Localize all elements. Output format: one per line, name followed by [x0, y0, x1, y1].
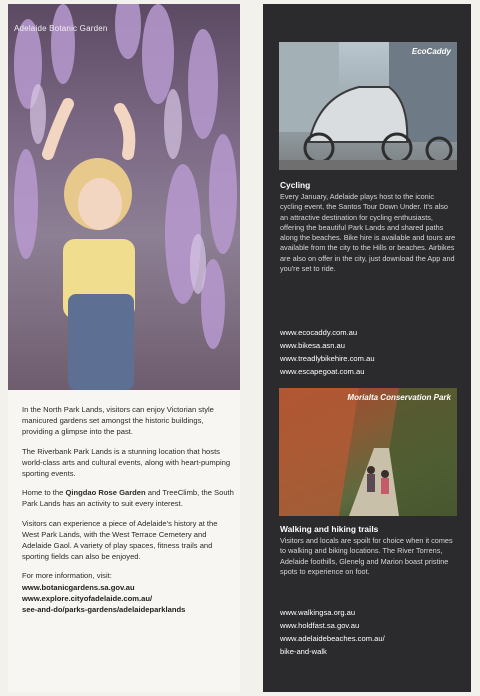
north-park-lands-paragraph: In the North Park Lands, visitors can enjoy Victorian style manicured gardens set amongst the historic buildings, providing a glimpse into the past. [22, 405, 214, 437]
ecocaddy-label: EcoCaddy [411, 47, 451, 56]
south-park-lands-paragraph [22, 487, 236, 509]
west-park-lands-paragraph: Visitors can experience a piece of Adelaide's history at the West Park Lands, with the West Terrace Cemetery and Adelaide Gaol. A variety of play spaces, fitness trails and sporting fields can also be enjoyed. [22, 518, 218, 562]
adelaidebeaches-link-line2[interactable]: bike-and-walk [280, 647, 327, 656]
rose-garden-name: Qingdao Rose Garden [65, 488, 146, 498]
cycling-heading: Cycling [280, 180, 311, 190]
walking-heading: Walking and hiking trails [280, 524, 379, 534]
morialta-label: Morialta Conservation Park [347, 393, 451, 402]
holdfast-link[interactable]: www.holdfast.sa.gov.au [280, 621, 360, 630]
botanic-garden-photo [8, 4, 240, 390]
botanic-gardens-link[interactable]: www.botanicgardens.sa.gov.au [22, 582, 135, 592]
walking-description: Visitors and locals are spoilt for choice when it comes to walking and biking locations. The River Torrens, Adelaide foothills, Glenelg and Marion boast pristine spots to experience on foot. [280, 536, 453, 576]
right-column [263, 4, 471, 692]
para-text: Home to the [22, 488, 66, 498]
ecocaddy-photo [279, 42, 457, 170]
left-column [8, 4, 240, 692]
more-info-block [22, 570, 236, 615]
riverbank-paragraph: The Riverbank Park Lands is a stunning location that hosts world-class arts and cultural events, along with heart-pumping sporting events. [22, 446, 231, 479]
hikers-illustration [279, 388, 457, 516]
pedicab-illustration [279, 42, 457, 170]
wisteria-child-illustration [8, 4, 240, 390]
cycling-links [280, 326, 460, 378]
left-body-text [22, 404, 236, 615]
ecocaddy-link[interactable]: www.ecocaddy.com.au [280, 328, 358, 337]
adelaidebeaches-link-line1[interactable]: www.adelaidebeaches.com.au/ [280, 634, 385, 643]
city-adelaide-link-line1[interactable]: www.explore.cityofadelaide.com.au/ [22, 593, 153, 603]
escapegoat-link[interactable]: www.escapegoat.com.au [280, 367, 365, 376]
city-adelaide-link-line2[interactable]: see-and-do/parks-gardens/adelaideparklands [22, 605, 186, 615]
more-info-label: For more information, visit: [22, 571, 112, 581]
morialta-photo [279, 388, 457, 516]
walking-links [280, 606, 460, 658]
cycling-description: Every January, Adelaide plays host to the iconic cycling event, the Santos Tour Down Under. It's also an attractive destination for cycling enthusiasts, offering the beautiful Park Lands and shared paths along the beaches. Bike hire is available and tours are available from the city to the Hills or beaches. Airbikes are also on offer in the city, just download the App and you're set to ride. [280, 192, 456, 274]
walkingsa-link[interactable]: www.walkingsa.org.au [280, 608, 356, 617]
bikesa-link[interactable]: www.bikesa.asn.au [280, 341, 346, 350]
para-text: and TreeClimb, the South Park Lands has an activity to suit every interest. [22, 488, 234, 509]
treadly-link[interactable]: www.treadlybikehire.com.au [280, 354, 375, 363]
photo-caption: Adelaide Botanic Garden [14, 24, 108, 33]
